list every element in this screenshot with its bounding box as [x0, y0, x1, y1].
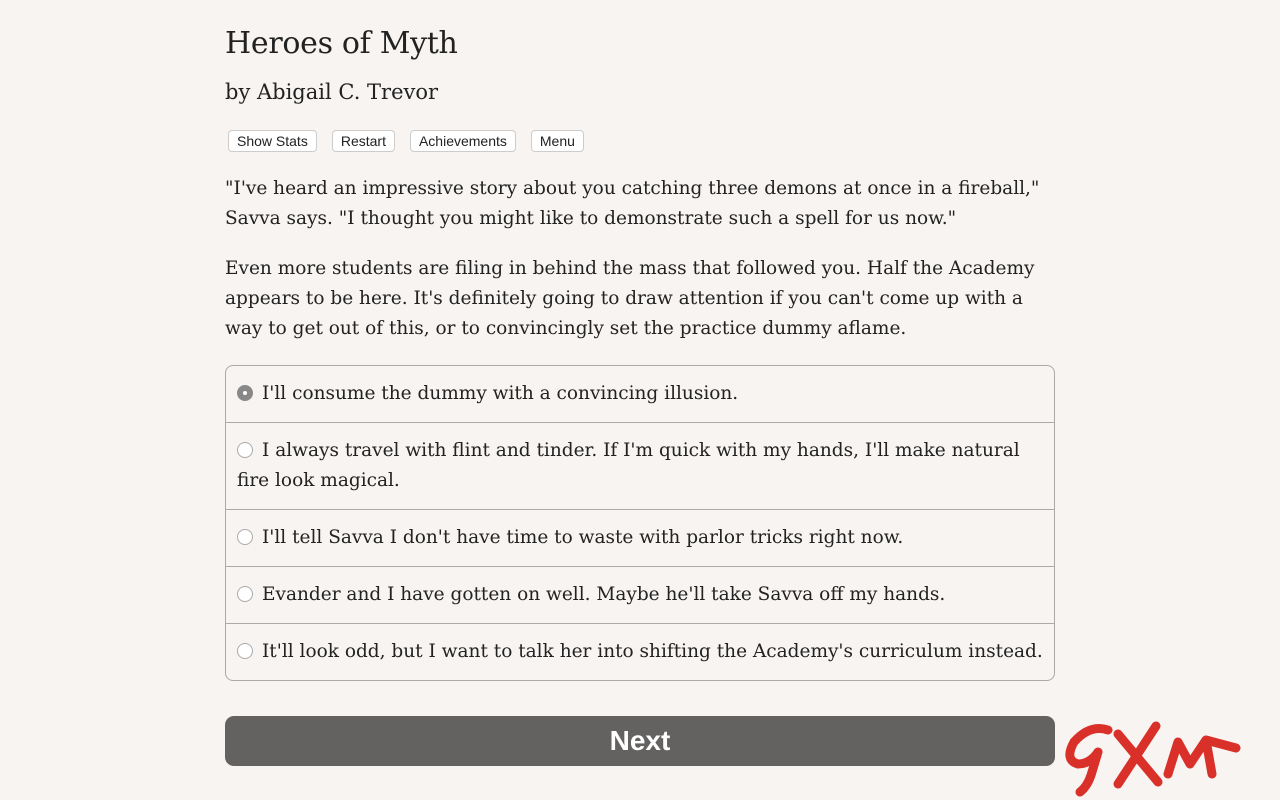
- author-byline: by Abigail C. Trevor: [225, 80, 439, 104]
- choice-option[interactable]: [226, 422, 1054, 509]
- radio-icon[interactable]: [237, 586, 253, 602]
- story-text: [225, 174, 1055, 364]
- choice-option[interactable]: [226, 366, 1054, 422]
- choice-option[interactable]: [226, 623, 1054, 680]
- radio-icon[interactable]: [237, 442, 253, 458]
- page-title: Heroes of Myth: [225, 26, 458, 61]
- story-paragraph: Even more students are filing in behind the mass that followed you. Half the Academy appears to be here. It's definitely going to draw attention if you can't come up with a way to get out of this, or to convincingly set the practice dummy aflame.: [225, 258, 1035, 339]
- achievements-button[interactable]: Achievements: [410, 130, 516, 152]
- toolbar: [228, 130, 584, 152]
- story-paragraph: "I've heard an impressive story about you catching three demons at once in a fireball," Savva says. "I thought you might like to demonstrate such a spell for us now.": [225, 178, 1040, 229]
- choice-label: I always travel with flint and tinder. If I'm quick with my hands, I'll make natural fire look magical.: [237, 440, 1020, 491]
- show-stats-button[interactable]: Show Stats: [228, 130, 317, 152]
- choice-label: I'll tell Savva I don't have time to waste with parlor tricks right now.: [262, 527, 904, 548]
- choice-label: I'll consume the dummy with a convincing illusion.: [262, 383, 739, 404]
- radio-icon[interactable]: [237, 529, 253, 545]
- choice-list: [225, 365, 1055, 681]
- gxm-watermark-logo: [1060, 712, 1245, 797]
- radio-icon[interactable]: [237, 643, 253, 659]
- restart-button[interactable]: Restart: [332, 130, 395, 152]
- choice-option[interactable]: [226, 566, 1054, 623]
- menu-button[interactable]: Menu: [531, 130, 584, 152]
- choice-label: Evander and I have gotten on well. Maybe he'll take Savva off my hands.: [262, 584, 946, 605]
- choice-option[interactable]: [226, 509, 1054, 566]
- next-button[interactable]: Next: [225, 716, 1055, 766]
- choice-label: It'll look odd, but I want to talk her into shifting the Academy's curriculum instead.: [262, 641, 1043, 662]
- radio-selected-icon[interactable]: [237, 385, 253, 401]
